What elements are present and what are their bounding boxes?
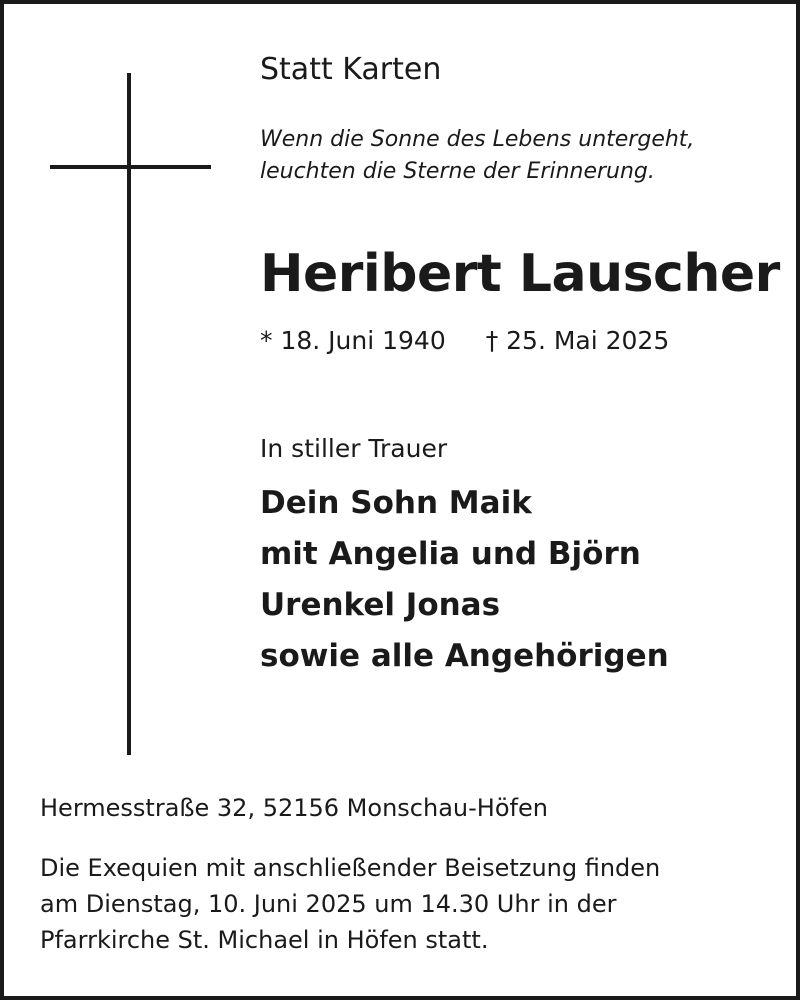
family-address: Hermesstraße 32, 52156 Monschau-Höfen bbox=[40, 794, 548, 822]
death-date: † 25. Mai 2025 bbox=[485, 326, 670, 355]
notice-header: Statt Karten bbox=[260, 52, 442, 87]
funeral-details bbox=[40, 850, 660, 958]
quote-line-1: Wenn die Sonne des Lebens untergeht, bbox=[260, 127, 695, 152]
funeral-line: Die Exequien mit anschließender Beisetzung finden bbox=[40, 854, 661, 882]
mourner-line: Urenkel Jonas bbox=[260, 587, 501, 623]
deceased-name: Heribert Lauscher bbox=[260, 244, 780, 304]
funeral-line: am Dienstag, 10. Juni 2025 um 14.30 Uhr in der bbox=[40, 890, 617, 918]
funeral-line: Pfarrkirche St. Michael in Höfen statt. bbox=[40, 926, 489, 954]
quote-line-2: leuchten die Sterne der Erinnerung. bbox=[260, 159, 655, 184]
mourning-intro: In stiller Trauer bbox=[260, 434, 448, 463]
life-dates bbox=[260, 326, 669, 355]
mourner-line: Dein Sohn Maik bbox=[260, 485, 532, 521]
mourner-line: mit Angelia und Björn bbox=[260, 536, 641, 572]
mourners-list bbox=[260, 478, 669, 682]
cross-vertical-bar bbox=[127, 73, 131, 755]
cross-horizontal-bar bbox=[50, 165, 211, 169]
memorial-quote bbox=[260, 124, 694, 188]
birth-date: * 18. Juni 1940 bbox=[260, 326, 446, 355]
mourner-line: sowie alle Angehörigen bbox=[260, 638, 669, 674]
